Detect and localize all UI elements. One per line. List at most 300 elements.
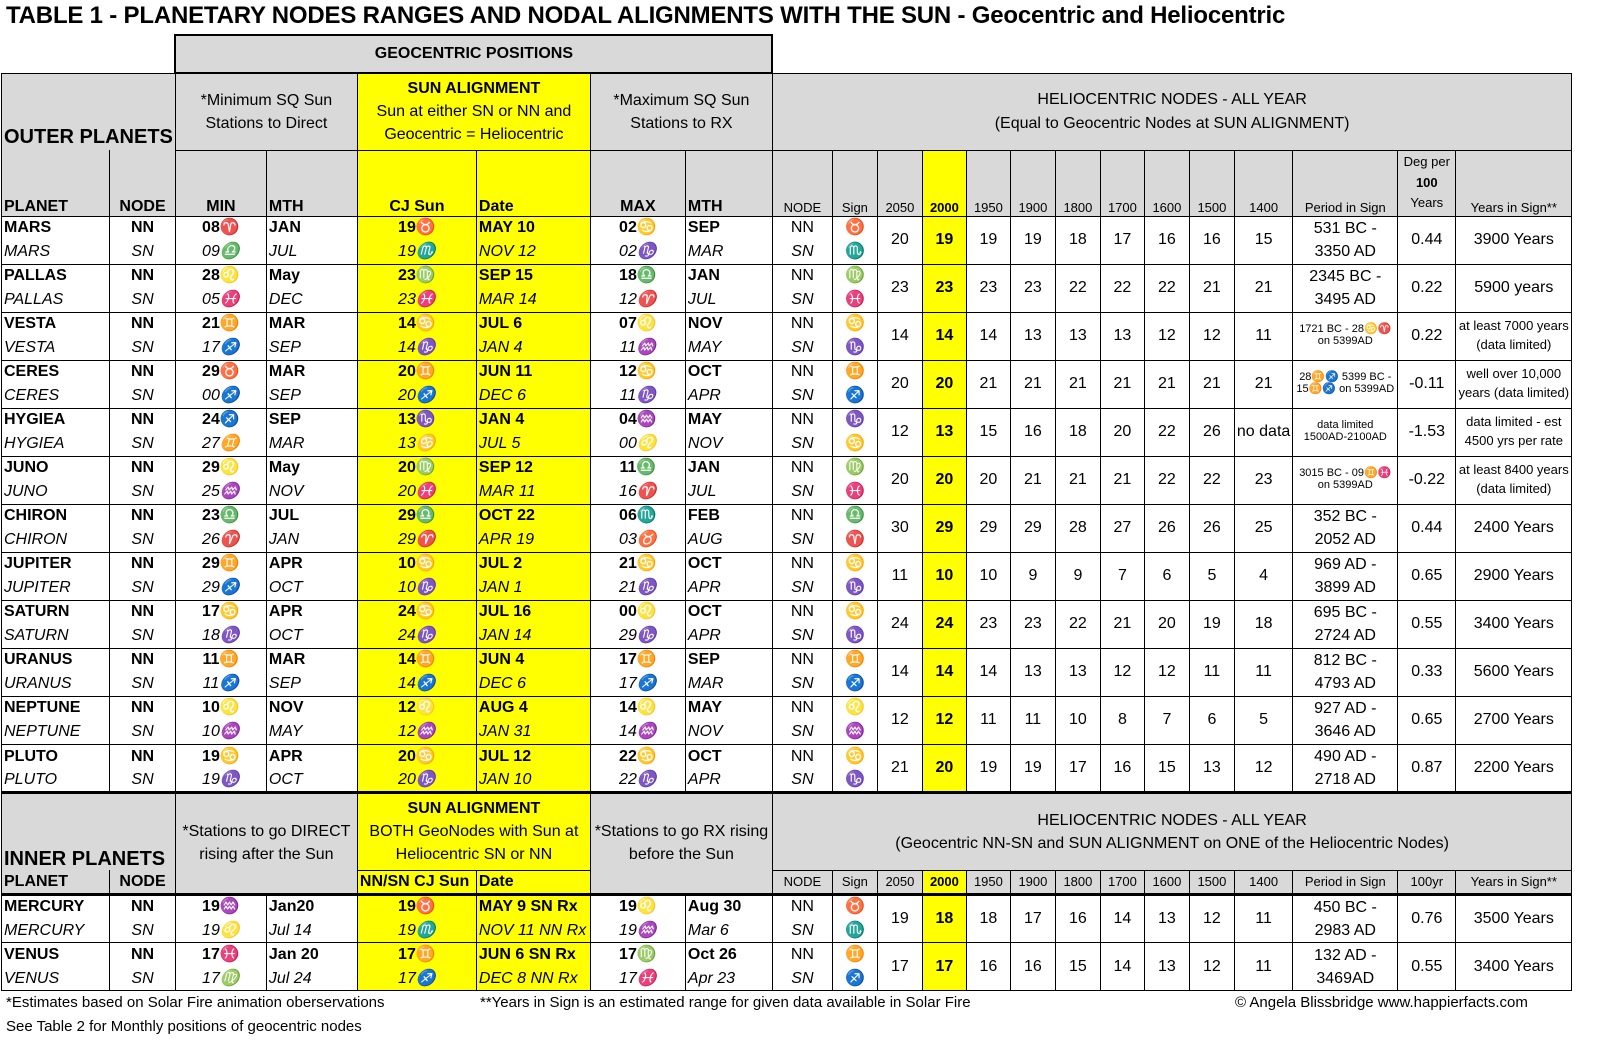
- inner-col-year-1800: 1800: [1055, 870, 1100, 894]
- inner-col-year-1400: 1400: [1234, 870, 1292, 894]
- helio-value-2050: 14: [877, 648, 922, 696]
- helio-sign: ♑: [832, 768, 877, 792]
- min-position: 19♋: [175, 744, 266, 768]
- helio-value-1600: 12: [1144, 312, 1189, 360]
- min-month: SEP: [266, 672, 357, 696]
- helio-value-1500: 21: [1189, 360, 1234, 408]
- years-in-sign: 3400 Years: [1456, 943, 1572, 991]
- helio-header: [772, 73, 1571, 150]
- helio-node: NN: [772, 408, 832, 432]
- inner-sun-alignment-title: SUN ALIGNMENT: [407, 800, 541, 818]
- max-month: APR: [685, 768, 772, 792]
- helio-value-1700: 27: [1100, 504, 1144, 552]
- helio-value-1800: 13: [1055, 312, 1100, 360]
- helio-node: NN: [772, 744, 832, 768]
- helio-value-2050: 17: [877, 943, 922, 991]
- helio-node: SN: [772, 384, 832, 408]
- col-year-2050: 2050: [877, 150, 922, 216]
- cj-sun-position: 14♑: [357, 336, 476, 360]
- cj-sun-position: 10♋: [357, 552, 476, 576]
- helio-value-1700: 13: [1100, 312, 1144, 360]
- deg-per-100: -1.53: [1398, 408, 1456, 456]
- helio-value-2050: 19: [877, 894, 922, 942]
- footnote-years-in-sign: **Years in Sign is an estimated range for given data available in Solar Fire: [480, 994, 971, 1011]
- cj-sun-position: 14♋: [357, 312, 476, 336]
- max-month: NOV: [685, 432, 772, 456]
- min-month: APR: [266, 600, 357, 624]
- years-in-sign: 2400 Years: [1456, 504, 1572, 552]
- cj-sun-position: 12♌: [357, 696, 476, 720]
- helio-sign: ♋: [832, 600, 877, 624]
- helio-value-1700: 8: [1100, 696, 1144, 744]
- max-month: OCT: [685, 744, 772, 768]
- alignment-date: JUL 12: [476, 744, 590, 768]
- helio-value-1400: 11: [1234, 312, 1292, 360]
- helio-value-1500: 12: [1189, 894, 1234, 942]
- deg-per-100: 0.55: [1398, 943, 1456, 991]
- node-cell: NN: [110, 600, 176, 624]
- node-cell: NN: [110, 648, 176, 672]
- helio-value-1900: 23: [1010, 264, 1055, 312]
- helio-sign: ♍: [832, 456, 877, 480]
- years-in-sign: well over 10,000 years (data limited): [1456, 360, 1572, 408]
- helio-value-1400: 12: [1234, 744, 1292, 792]
- table-row: [2, 744, 1572, 768]
- alignment-date: MAY 10: [476, 216, 590, 240]
- node-cell: SN: [110, 967, 176, 991]
- col-deg-per-100: [1398, 150, 1456, 216]
- helio-sign: ♊: [832, 360, 877, 384]
- period-in-sign: 490 AD - 2718 AD: [1293, 744, 1398, 792]
- geocentric-header-row: [2, 35, 1572, 73]
- planet-name: VENUS: [2, 967, 110, 991]
- table-row: [2, 600, 1572, 624]
- deg-years-label: Years: [1410, 195, 1444, 211]
- max-month: JAN: [685, 264, 772, 288]
- col-helio-sign: Sign: [832, 150, 877, 216]
- max-position: 11♑: [590, 384, 685, 408]
- min-month: MAR: [266, 312, 357, 336]
- helio-node: NN: [772, 312, 832, 336]
- helio-value-1700: 21: [1100, 600, 1144, 648]
- max-month: AUG: [685, 528, 772, 552]
- helio-value-2050: 23: [877, 264, 922, 312]
- cj-sun-position: 24♑: [357, 624, 476, 648]
- max-position: 17♊: [590, 648, 685, 672]
- alignment-date: MAY 9 SN Rx: [476, 894, 590, 918]
- helio-value-1700: 17: [1100, 216, 1144, 264]
- helio-node: SN: [772, 768, 832, 792]
- min-month: MAR: [266, 432, 357, 456]
- alignment-date: JUN 4: [476, 648, 590, 672]
- min-month: OCT: [266, 576, 357, 600]
- min-month: JUL: [266, 504, 357, 528]
- deg-per-100: 0.55: [1398, 600, 1456, 648]
- cj-sun-position: 14♊: [357, 648, 476, 672]
- min-position: 11♊: [175, 648, 266, 672]
- table-row: [2, 408, 1572, 432]
- helio-value-1900: 11: [1010, 696, 1055, 744]
- period-in-sign: 450 BC - 2983 AD: [1293, 894, 1398, 942]
- helio-sign: ♍: [832, 264, 877, 288]
- max-month: OCT: [685, 360, 772, 384]
- min-sq-header: *Minimum SQ Sun Stations to Direct: [175, 73, 357, 150]
- planet-name: URANUS: [2, 648, 110, 672]
- max-month: MAR: [685, 240, 772, 264]
- node-cell: NN: [110, 894, 176, 918]
- helio-value-2000: 13: [922, 408, 966, 456]
- max-month: MAY: [685, 336, 772, 360]
- col-period-in-sign: Period in Sign: [1293, 150, 1398, 216]
- max-position: 22♋: [590, 744, 685, 768]
- helio-sign: ♉: [832, 894, 877, 918]
- col-year-1950: 1950: [966, 150, 1010, 216]
- cj-sun-position: 20♓: [357, 480, 476, 504]
- deg-per-100: 0.33: [1398, 648, 1456, 696]
- max-position: 14♌: [590, 696, 685, 720]
- max-month: FEB: [685, 504, 772, 528]
- max-position: 18♎: [590, 264, 685, 288]
- helio-value-1600: 26: [1144, 504, 1189, 552]
- helio-value-1500: 6: [1189, 696, 1234, 744]
- helio-value-2000: 20: [922, 456, 966, 504]
- max-month: Apr 23: [685, 967, 772, 991]
- helio-node: SN: [772, 480, 832, 504]
- helio-value-1600: 22: [1144, 408, 1189, 456]
- max-position: 02♑: [590, 240, 685, 264]
- min-position: 10♌: [175, 696, 266, 720]
- helio-value-1800: 18: [1055, 408, 1100, 456]
- sun-alignment-header: [357, 73, 590, 150]
- cj-sun-position: 23♓: [357, 288, 476, 312]
- helio-value-2000: 10: [922, 552, 966, 600]
- min-month: Jan 20: [266, 943, 357, 967]
- helio-value-1950: 10: [966, 552, 1010, 600]
- helio-value-1950: 20: [966, 456, 1010, 504]
- min-position: 29♌: [175, 456, 266, 480]
- col-mth: MTH: [266, 150, 357, 216]
- helio-value-2050: 30: [877, 504, 922, 552]
- helio-value-1600: 13: [1144, 894, 1189, 942]
- planet-name: PALLAS: [2, 264, 110, 288]
- helio-node: NN: [772, 264, 832, 288]
- planet-name: NEPTUNE: [2, 720, 110, 744]
- period-in-sign: 969 AD - 3899 AD: [1293, 552, 1398, 600]
- node-cell: NN: [110, 264, 176, 288]
- inner-col-nnsn-cj-sun: NN/SN CJ Sun: [357, 870, 476, 894]
- alignment-date: JUL 5: [476, 432, 590, 456]
- alignment-date: APR 19: [476, 528, 590, 552]
- planet-name: CHIRON: [2, 504, 110, 528]
- cj-sun-position: 29♈: [357, 528, 476, 552]
- min-month: JAN: [266, 528, 357, 552]
- max-position: 11♎: [590, 456, 685, 480]
- col-date: Date: [476, 150, 590, 216]
- helio-sign: ♋: [832, 552, 877, 576]
- inner-col-helio-node: NODE: [772, 870, 832, 894]
- helio-node: NN: [772, 648, 832, 672]
- helio-node: SN: [772, 576, 832, 600]
- helio-value-2000: 29: [922, 504, 966, 552]
- max-position: 17♓: [590, 967, 685, 991]
- helio-sign: ♑: [832, 624, 877, 648]
- helio-value-1800: 13: [1055, 648, 1100, 696]
- alignment-date: MAR 11: [476, 480, 590, 504]
- deg-100-label: 100: [1415, 174, 1438, 190]
- helio-value-1400: 21: [1234, 360, 1292, 408]
- node-cell: SN: [110, 240, 176, 264]
- cj-sun-position: 19♉: [357, 216, 476, 240]
- node-cell: NN: [110, 456, 176, 480]
- node-cell: SN: [110, 768, 176, 792]
- max-position: 19♌: [590, 894, 685, 918]
- helio-value-1500: 5: [1189, 552, 1234, 600]
- min-position: 05♓: [175, 288, 266, 312]
- years-in-sign: 3900 Years: [1456, 216, 1572, 264]
- min-position: 27♊: [175, 432, 266, 456]
- min-position: 17♐: [175, 336, 266, 360]
- alignment-date: JAN 4: [476, 408, 590, 432]
- min-month: JAN: [266, 216, 357, 240]
- helio-value-1800: 21: [1055, 456, 1100, 504]
- inner-stations-rx-header: *Stations to go RX rising before the Sun: [590, 792, 772, 894]
- deg-per-100: 0.87: [1398, 744, 1456, 792]
- table-row: [2, 504, 1572, 528]
- min-month: OCT: [266, 768, 357, 792]
- helio-sign: ♋: [832, 312, 877, 336]
- max-position: 29♑: [590, 624, 685, 648]
- max-position: 02♋: [590, 216, 685, 240]
- helio-value-1700: 14: [1100, 943, 1144, 991]
- helio-value-1500: 16: [1189, 216, 1234, 264]
- inner-planets-header: INNER PLANETS: [2, 792, 176, 870]
- helio-node: SN: [772, 624, 832, 648]
- max-month: Mar 6: [685, 919, 772, 943]
- period-in-sign: 812 BC - 4793 AD: [1293, 648, 1398, 696]
- deg-per-100: 0.22: [1398, 264, 1456, 312]
- helio-sign: ♐: [832, 384, 877, 408]
- helio-value-1700: 16: [1100, 744, 1144, 792]
- years-in-sign: 2700 Years: [1456, 696, 1572, 744]
- min-position: 25♒: [175, 480, 266, 504]
- helio-value-1800: 18: [1055, 216, 1100, 264]
- deg-per-100: 0.65: [1398, 552, 1456, 600]
- planet-name: HYGIEA: [2, 408, 110, 432]
- helio-node: SN: [772, 720, 832, 744]
- helio-value-1600: 15: [1144, 744, 1189, 792]
- planet-name: JUPITER: [2, 576, 110, 600]
- cj-sun-position: 23♍: [357, 264, 476, 288]
- min-position: 26♈: [175, 528, 266, 552]
- helio-value-1600: 22: [1144, 264, 1189, 312]
- planet-name: VENUS: [2, 943, 110, 967]
- helio-sign: ♓: [832, 288, 877, 312]
- max-position: 21♋: [590, 552, 685, 576]
- inner-col-year-1600: 1600: [1144, 870, 1189, 894]
- min-month: DEC: [266, 288, 357, 312]
- inner-col-years-in-sign: Years in Sign**: [1456, 870, 1572, 894]
- min-position: 00♐: [175, 384, 266, 408]
- node-cell: SN: [110, 336, 176, 360]
- alignment-date: JUL 6: [476, 312, 590, 336]
- node-cell: NN: [110, 408, 176, 432]
- alignment-date: MAR 14: [476, 288, 590, 312]
- max-month: Aug 30: [685, 894, 772, 918]
- min-position: 09♎: [175, 240, 266, 264]
- helio-value-1400: 4: [1234, 552, 1292, 600]
- max-position: 16♈: [590, 480, 685, 504]
- planet-name: URANUS: [2, 672, 110, 696]
- helio-value-1600: 7: [1144, 696, 1189, 744]
- planet-name: PALLAS: [2, 288, 110, 312]
- cj-sun-position: 10♑: [357, 576, 476, 600]
- helio-value-1950: 19: [966, 216, 1010, 264]
- max-position: 11♒: [590, 336, 685, 360]
- helio-value-1950: 23: [966, 600, 1010, 648]
- helio-value-1500: 26: [1189, 408, 1234, 456]
- helio-value-1900: 23: [1010, 600, 1055, 648]
- helio-value-2000: 14: [922, 312, 966, 360]
- alignment-date: AUG 4: [476, 696, 590, 720]
- node-cell: SN: [110, 672, 176, 696]
- years-in-sign: at least 8400 years (data limited): [1456, 456, 1572, 504]
- alignment-date: JUL 2: [476, 552, 590, 576]
- node-cell: SN: [110, 432, 176, 456]
- alignment-date: SEP 15: [476, 264, 590, 288]
- max-position: 03♉: [590, 528, 685, 552]
- helio-value-2000: 20: [922, 360, 966, 408]
- node-cell: NN: [110, 216, 176, 240]
- helio-value-1500: 12: [1189, 943, 1234, 991]
- deg-per-100: 0.44: [1398, 504, 1456, 552]
- helio-node: SN: [772, 240, 832, 264]
- helio-value-1400: 18: [1234, 600, 1292, 648]
- min-position: 17♓: [175, 943, 266, 967]
- alignment-date: NOV 12: [476, 240, 590, 264]
- inner-col-year-2000: 2000: [922, 870, 966, 894]
- planet-name: CHIRON: [2, 528, 110, 552]
- helio-sign: ♊: [832, 648, 877, 672]
- col-planet: PLANET: [2, 150, 110, 216]
- col-year-1700: 1700: [1100, 150, 1144, 216]
- min-position: 29♉: [175, 360, 266, 384]
- footnote-table2: See Table 2 for Monthly positions of geocentric nodes: [6, 1018, 362, 1035]
- col-mth2: MTH: [685, 150, 772, 216]
- helio-node: NN: [772, 943, 832, 967]
- min-month: NOV: [266, 480, 357, 504]
- max-position: 14♒: [590, 720, 685, 744]
- helio-value-1600: 6: [1144, 552, 1189, 600]
- helio-value-1950: 15: [966, 408, 1010, 456]
- node-cell: NN: [110, 552, 176, 576]
- helio-value-1400: 11: [1234, 943, 1292, 991]
- max-month: JUL: [685, 480, 772, 504]
- planet-name: NEPTUNE: [2, 696, 110, 720]
- helio-value-1800: 15: [1055, 943, 1100, 991]
- helio-value-1700: 22: [1100, 264, 1144, 312]
- helio-value-1800: 21: [1055, 360, 1100, 408]
- max-position: 12♋: [590, 360, 685, 384]
- cj-sun-position: 29♎: [357, 504, 476, 528]
- min-month: Jul 14: [266, 919, 357, 943]
- page-title: TABLE 1 - PLANETARY NODES RANGES AND NODAL ALIGNMENTS WITH THE SUN - Geocentric and Heliocentric: [6, 2, 1286, 29]
- copyright-credit: © Angela Blissbridge www.happierfacts.com: [1235, 994, 1528, 1011]
- min-month: MAY: [266, 720, 357, 744]
- table-row: [2, 360, 1572, 384]
- max-month: OCT: [685, 600, 772, 624]
- min-month: MAR: [266, 648, 357, 672]
- alignment-date: OCT 22: [476, 504, 590, 528]
- period-in-sign: 531 BC - 3350 AD: [1293, 216, 1398, 264]
- helio-title: HELIOCENTRIC NODES - ALL YEAR: [1037, 91, 1307, 109]
- col-year-1400: 1400: [1234, 150, 1292, 216]
- helio-node: SN: [772, 672, 832, 696]
- col-max: MAX: [590, 150, 685, 216]
- helio-value-1600: 21: [1144, 360, 1189, 408]
- helio-sign: ♓: [832, 480, 877, 504]
- helio-value-2000: 18: [922, 894, 966, 942]
- max-month: MAY: [685, 408, 772, 432]
- alignment-date: JUL 16: [476, 600, 590, 624]
- helio-value-1800: 9: [1055, 552, 1100, 600]
- alignment-date: DEC 8 NN Rx: [476, 967, 590, 991]
- alignment-date: JAN 31: [476, 720, 590, 744]
- col-year-1500: 1500: [1189, 150, 1234, 216]
- col-year-1800: 1800: [1055, 150, 1100, 216]
- inner-helio-header: [772, 792, 1571, 870]
- helio-value-2000: 24: [922, 600, 966, 648]
- min-month: JUL: [266, 240, 357, 264]
- inner-col-year-1700: 1700: [1100, 870, 1144, 894]
- cj-sun-position: 19♉: [357, 894, 476, 918]
- helio-value-2000: 12: [922, 696, 966, 744]
- inner-col-planet: PLANET: [2, 870, 110, 894]
- cj-sun-position: 19♏: [357, 919, 476, 943]
- min-month: May: [266, 456, 357, 480]
- max-position: 12♈: [590, 288, 685, 312]
- years-in-sign: 5600 Years: [1456, 648, 1572, 696]
- table-row: [2, 648, 1572, 672]
- sun-alignment-subtitle: Sun at either SN or NN and Geocentric = Heliocentric: [376, 103, 572, 144]
- helio-value-2050: 12: [877, 408, 922, 456]
- alignment-date: JAN 1: [476, 576, 590, 600]
- deg-per-label: Deg per: [1403, 153, 1450, 169]
- node-cell: SN: [110, 528, 176, 552]
- max-month: NOV: [685, 312, 772, 336]
- period-in-sign: 695 BC - 2724 AD: [1293, 600, 1398, 648]
- outer-planets-header: OUTER PLANETS: [2, 73, 176, 150]
- deg-per-100: 0.22: [1398, 312, 1456, 360]
- max-position: 06♏: [590, 504, 685, 528]
- table-row: [2, 456, 1572, 480]
- cj-sun-position: 12♒: [357, 720, 476, 744]
- max-position: 21♑: [590, 576, 685, 600]
- planet-name: MARS: [2, 240, 110, 264]
- helio-sign: ♐: [832, 672, 877, 696]
- max-month: APR: [685, 624, 772, 648]
- helio-value-1900: 16: [1010, 943, 1055, 991]
- helio-value-1700: 20: [1100, 408, 1144, 456]
- period-in-sign: 3015 BC - 09♊♓ on 5399AD: [1293, 456, 1398, 504]
- min-position: 18♑: [175, 624, 266, 648]
- cj-sun-position: 20♍: [357, 456, 476, 480]
- helio-sign: ♈: [832, 528, 877, 552]
- helio-sign: ♑: [832, 336, 877, 360]
- helio-value-1950: 14: [966, 312, 1010, 360]
- period-in-sign: 132 AD - 3469AD: [1293, 943, 1398, 991]
- helio-subtitle: (Equal to Geocentric Nodes at SUN ALIGNMENT): [994, 114, 1350, 132]
- inner-col-node: NODE: [110, 870, 176, 894]
